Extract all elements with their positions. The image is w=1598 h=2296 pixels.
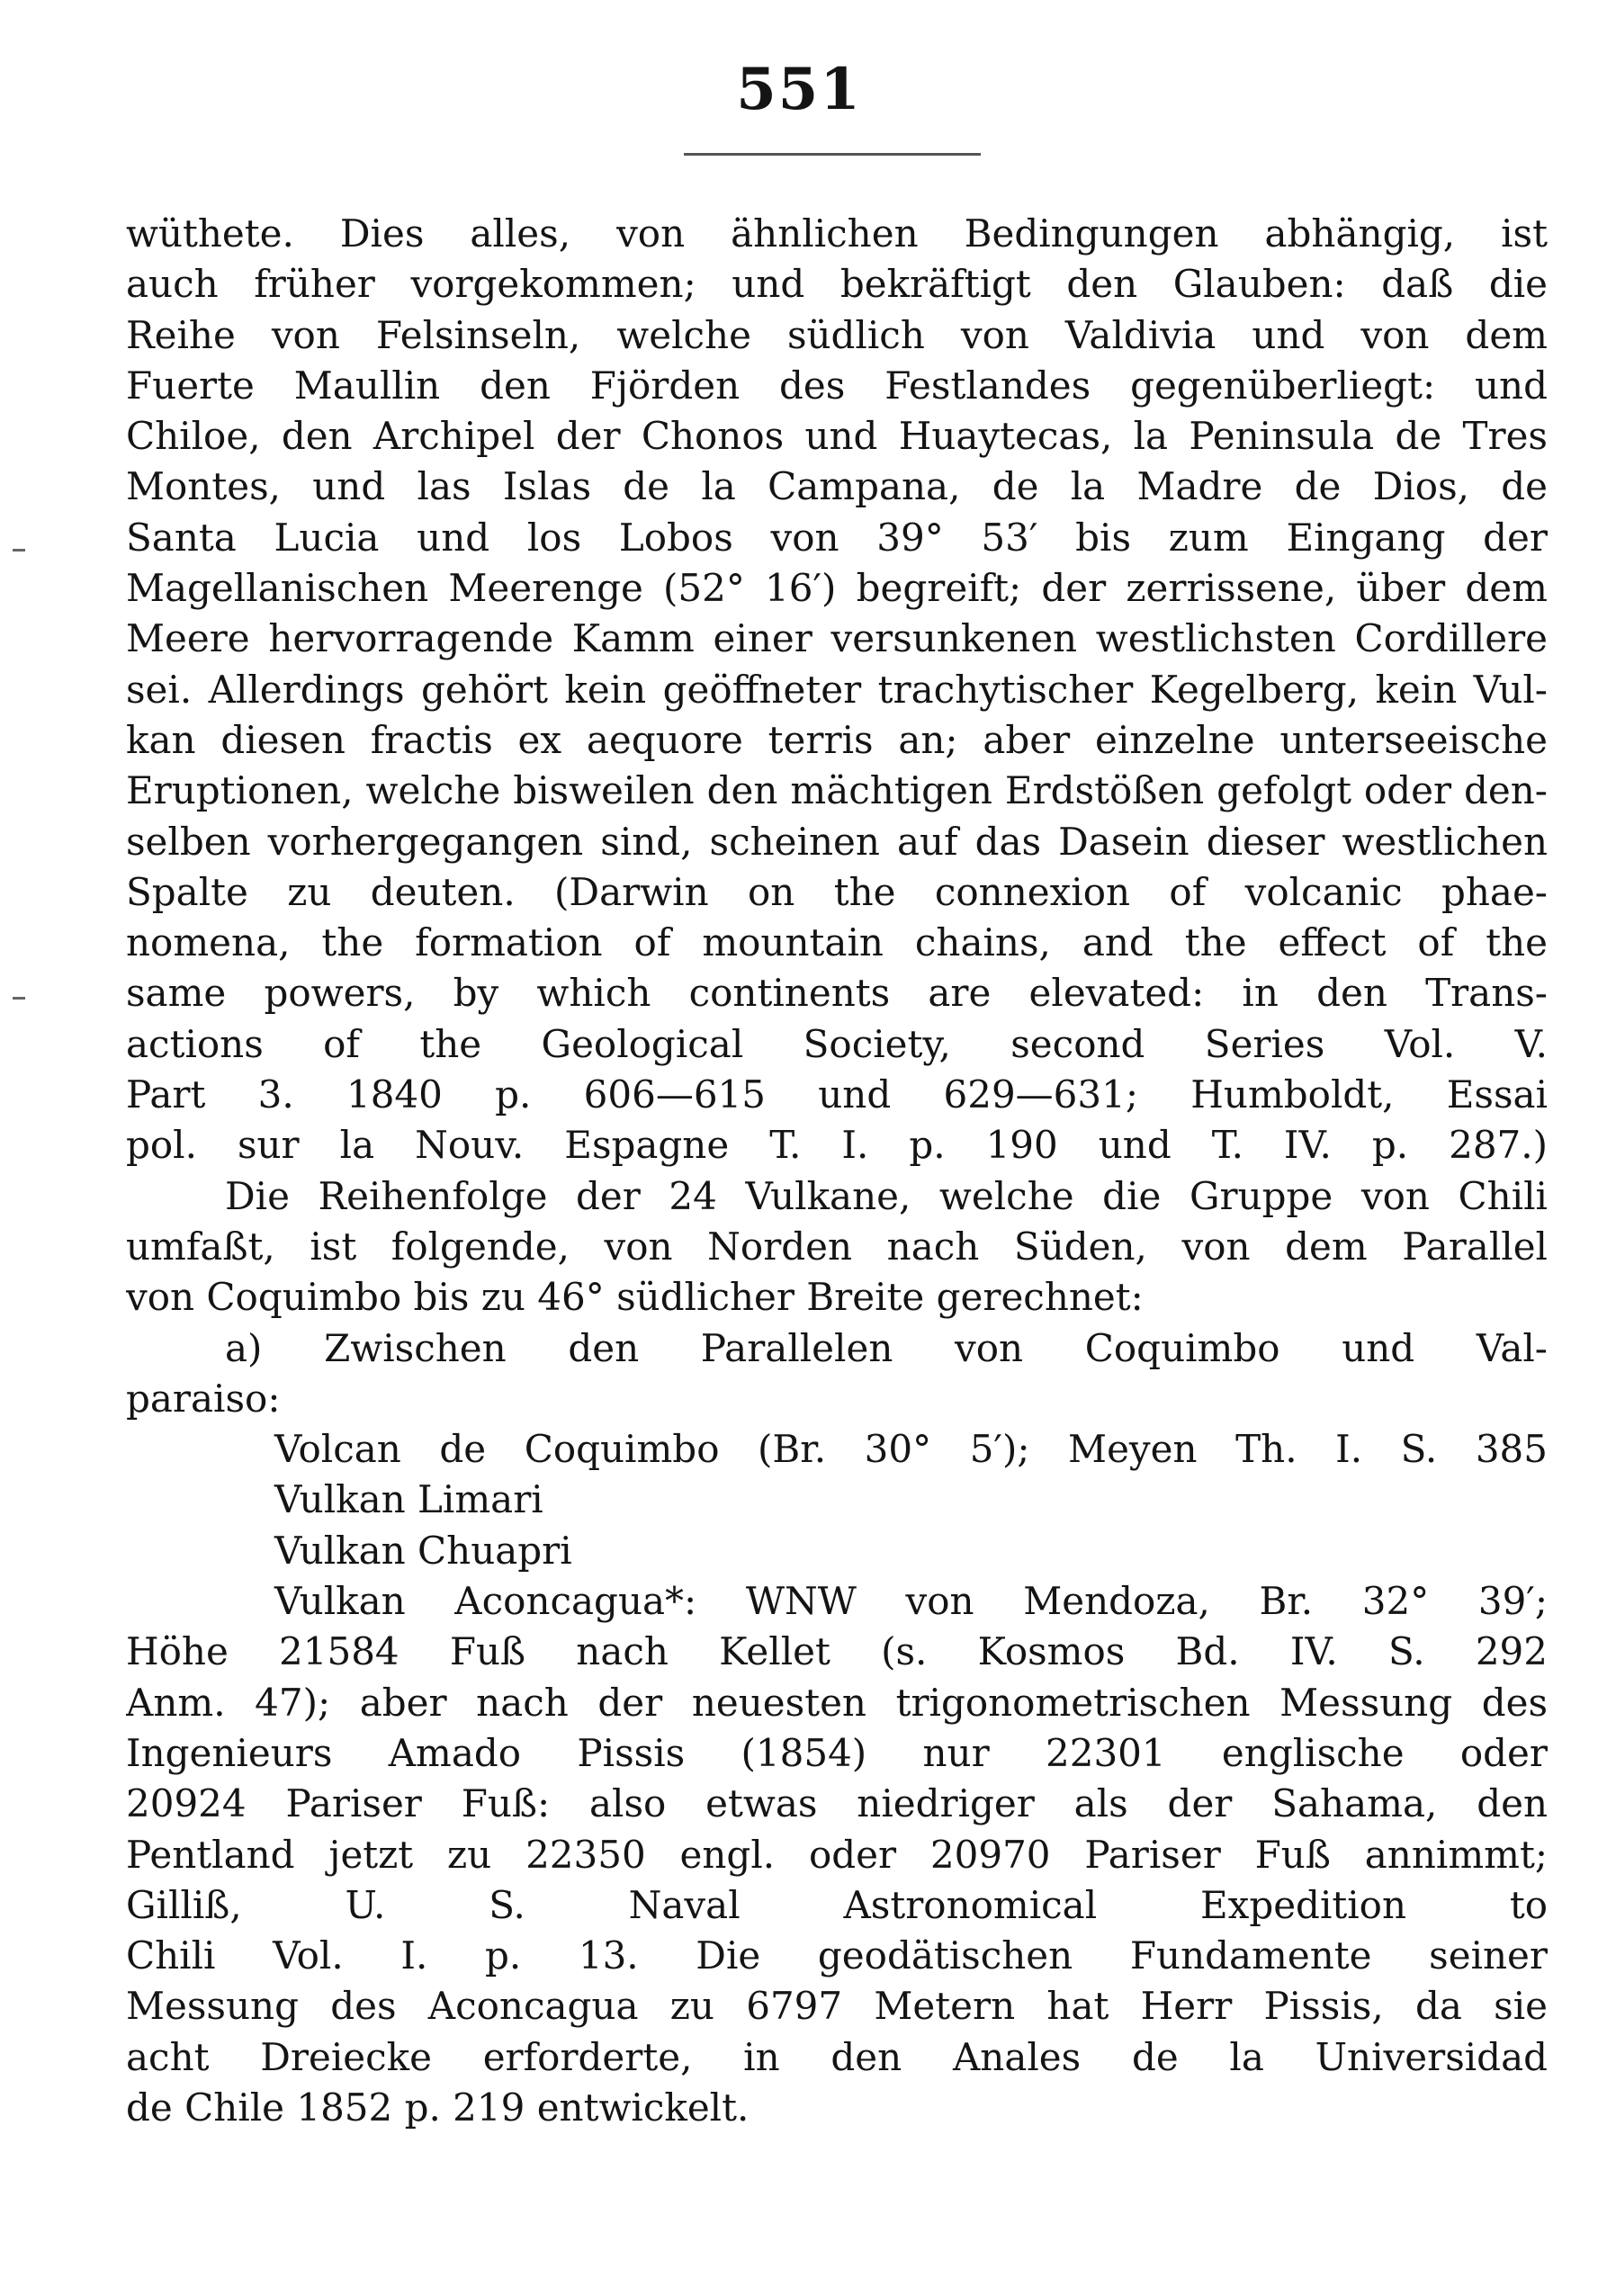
volcano-list-item: Vulkan Chuapri — [274, 1528, 572, 1573]
text-line: Fuerte Maullin den Fjörden des Festlandes gegenüberliegt: und — [126, 363, 1548, 408]
text-line: Santa Lucia und los Lobos von 39° 53′ bis zum Eingang der — [126, 515, 1548, 560]
volcano-list-item: Vulkan Limari — [274, 1477, 543, 1522]
text-line: Anm. 47); aber nach der neuesten trigonometrischen Messung des — [126, 1680, 1548, 1725]
text-line: Part 3. 1840 p. 606—615 und 629—631; Humboldt, Essai — [126, 1072, 1548, 1117]
text-line: Spalte zu deuten. (Darwin on the connexion of volcanic phae- — [126, 869, 1548, 914]
text-line: Pentland jetzt zu 22350 engl. oder 20970 Pariser Fuß annimmt; — [126, 1832, 1548, 1877]
body-text — [126, 209, 1548, 2133]
text-line: Chili Vol. I. p. 13. Die geodätischen Fundamente seiner — [126, 1933, 1548, 1978]
volcano-list-item: Volcan de Coquimbo (Br. 30° 5′); Meyen Th. I. S. 385 — [274, 1427, 1548, 1472]
margin-mark — [13, 997, 25, 1000]
text-line: Chiloe, den Archipel der Chonos und Huaytecas, la Peninsula de Tres — [126, 414, 1548, 459]
paragraph-darwin-note — [126, 209, 1548, 1171]
text-line: kan diesen fractis ex aequore terris an; aber einzelne unterseeische — [126, 717, 1548, 762]
text-line: same powers, by which continents are elevated: in den Trans- — [126, 971, 1548, 1016]
text-line: nomena, the formation of mountain chains, and the effect of the — [126, 920, 1548, 965]
text-line: Gilliß, U. S. Naval Astronomical Expedition to — [126, 1882, 1548, 1927]
text-line: actions of the Geological Society, second Series Vol. V. — [126, 1021, 1548, 1066]
text-line: Meere hervorragende Kamm einer versunkenen westlichsten Cordillere — [126, 616, 1548, 661]
text-line: von Coquimbo bis zu 46° südlicher Breite gerechnet: — [126, 1275, 1144, 1320]
text-line: selben vorhergegangen sind, scheinen auf das Dasein dieser westlichen — [126, 819, 1548, 864]
text-line: wüthete. Dies alles, von ähnlichen Bedingungen abhängig, ist — [126, 211, 1548, 256]
text-line: de Chile 1852 p. 219 entwickelt. — [126, 2085, 750, 2130]
text-line: Eruptionen, welche bisweilen den mächtigen Erdstößen gefolgt oder den- — [126, 768, 1548, 813]
text-line: umfaßt, ist folgende, von Norden nach Süden, von dem Parallel — [126, 1224, 1548, 1269]
section-heading-line: paraiso: — [126, 1376, 281, 1421]
section-heading-a — [126, 1323, 1548, 1425]
text-line: acht Dreiecke erforderte, in den Anales de la Universidad — [126, 2034, 1548, 2079]
text-line: 20924 Pariser Fuß: also etwas niedriger als der Sahama, den — [126, 1781, 1548, 1826]
volcano-list-item: Vulkan Aconcagua*: WNW von Mendoza, Br. 32° 39′; — [274, 1579, 1548, 1624]
text-line: auch früher vorgekommen; und bekräftigt den Glauben: daß die — [126, 262, 1548, 307]
text-line: Reihe von Felsinseln, welche südlich von Valdivia und von dem — [126, 312, 1548, 357]
text-line: pol. sur la Nouv. Espagne T. I. p. 190 und T. IV. p. 287.) — [126, 1123, 1548, 1168]
text-line: Magellanischen Meerenge (52° 16′) begreift; der zerrissene, über dem — [126, 566, 1548, 611]
text-line: Messung des Aconcagua zu 6797 Metern hat Herr Pissis, da sie — [126, 1984, 1548, 2029]
text-line: Höhe 21584 Fuß nach Kellet (s. Kosmos Bd. IV. S. 292 — [126, 1629, 1548, 1674]
text-line: Montes, und las Islas de la Campana, de la Madre de Dios, de — [126, 464, 1548, 509]
text-line: Ingenieurs Amado Pissis (1854) nur 22301 englische oder — [126, 1730, 1548, 1775]
text-line: Die Reihenfolge der 24 Vulkane, welche die Gruppe von Chili — [225, 1173, 1548, 1218]
volcano-list — [126, 1424, 1548, 1627]
section-heading-line: a) Zwischen den Parallelen von Coquimbo und Val- — [225, 1325, 1548, 1370]
paragraph-volcano-sequence — [126, 1171, 1548, 1323]
page-number: 551 — [736, 56, 862, 123]
margin-mark — [13, 549, 25, 552]
header-rule — [684, 153, 981, 156]
text-line: sei. Allerdings gehört kein geöffneter trachytischer Kegelberg, kein Vul- — [126, 667, 1548, 712]
paragraph-aconcagua — [126, 1627, 1548, 2133]
